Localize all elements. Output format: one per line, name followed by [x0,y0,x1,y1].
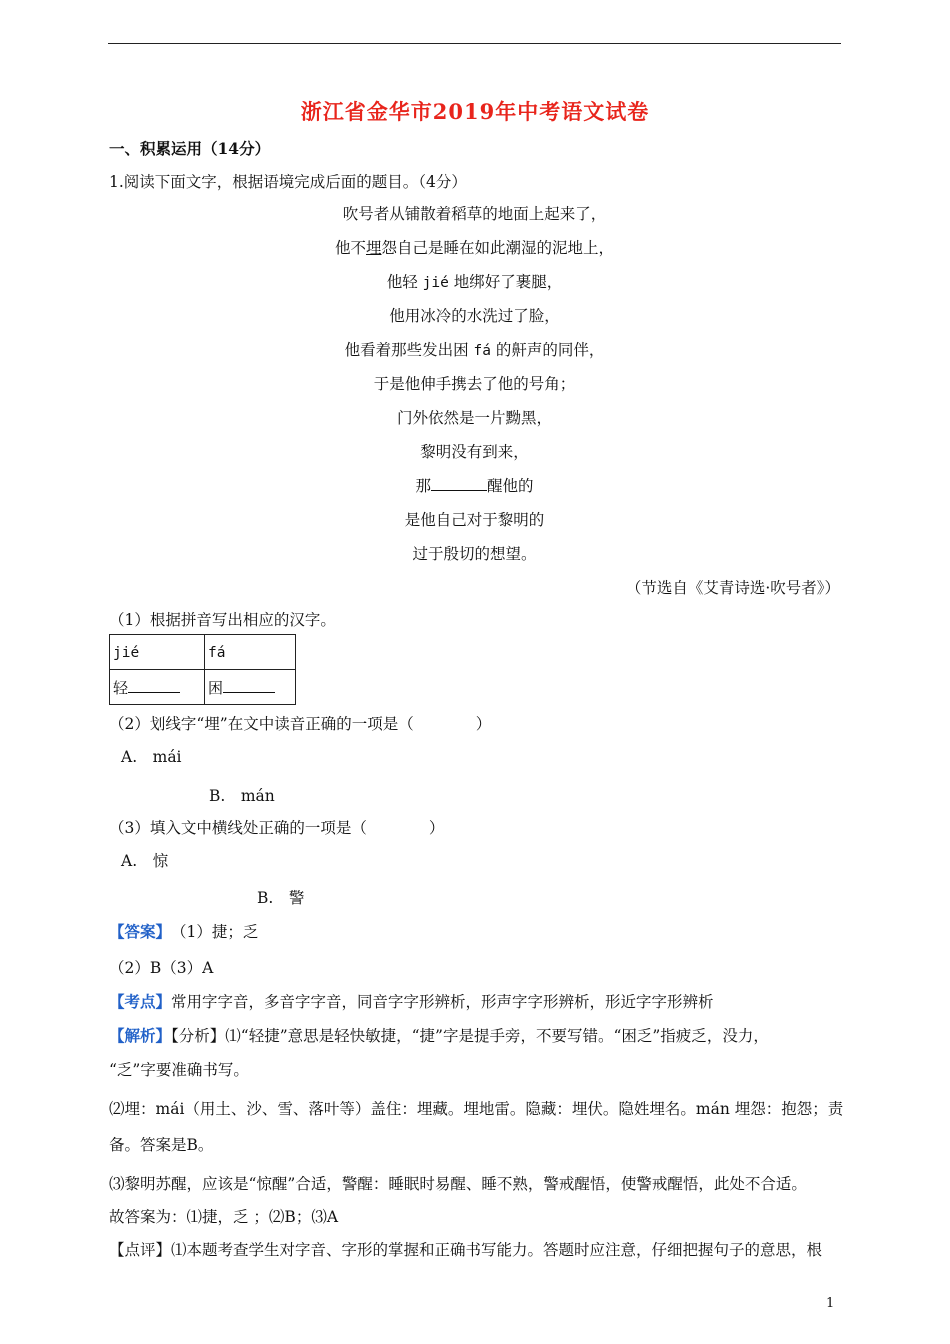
analysis-line [109,1026,769,1046]
kaodian-line [109,992,714,1012]
table-cell [205,635,296,670]
comment-line: 【点评】⑴本题考查学生对字音、字形的掌握和正确书写能力。答题时应注意，仔细把握句子的意思，根 [109,1241,823,1259]
poem-line: 是他自己对于黎明的 [404,511,545,529]
cell-char: 轻 [113,678,129,697]
pinyin-table [109,634,296,705]
poem-line: 过于殷切的想望。 [412,545,537,563]
document-title: 浙江省金华市2019年中考语文试卷 [300,99,650,124]
header-rule [108,43,841,44]
poem-line: 吹号者从铺散着稻草的地面上起来了， [342,205,607,223]
poem-text: 他不 [334,239,366,257]
poem-text: 地绑好了裹腿， [448,273,563,291]
pinyin: jié [422,275,449,291]
pinyin: jié [113,645,140,661]
poem-text: 的鼾声的同伴， [490,341,605,359]
analysis-line: ⑵埋：mái（用土、沙、雪、落叶等）盖住：埋藏。埋地雷。隐藏：埋伏。隐姓埋名。mán 埋怨：抱怨；责 [109,1100,844,1118]
pinyin: fá [208,645,226,661]
analysis-line: ⑶黎明苏醒，应该是“惊醒”合适，警醒：睡眠时易醒、睡不熟，警戒醒悟，使警戒醒悟，此处不合适。 [109,1175,807,1193]
analysis-tag: 【解析】 [109,1026,172,1045]
poem-line: 黎明没有到来， [420,443,529,461]
answer-tag: 【答案】 [109,922,164,941]
table-cell [205,670,296,705]
kaodian-tag: 【考点】 [109,992,172,1011]
poem-source: （节选自《艾青诗选·吹号者》） [625,579,840,597]
analysis-text: 【分析】⑴“轻捷”意思是轻快敏捷，“捷”字是提手旁，不要写错。“困乏”指疲乏，没力， [171,1027,769,1045]
poem-line [108,238,841,258]
pinyin: fá [473,343,491,359]
poem-text: 他看着那些发出困 [344,341,474,359]
poem-line: 于是他伸手携去了他的号角； [373,375,576,393]
poem-text: 怨自己是睡在如此潮湿的泥地上， [381,239,615,257]
answer-blank[interactable] [128,680,180,693]
poem-text: 那 [415,477,431,495]
underlined-char: 埋 [365,239,382,257]
fill-blank[interactable] [431,476,487,491]
section-heading: 一、积累运用（14分） [109,139,271,158]
poem-text: 醒他的 [487,477,534,495]
poem-line: 他用冰冷的水洗过了脸， [389,307,560,325]
analysis-line: 故答案为：⑴捷，乏 ；⑵B；⑶A [109,1208,339,1226]
table-cell [110,635,205,670]
sub-question-2: （2）划线字“埋”在文中读音正确的一项是（ ） [109,715,492,733]
analysis-line: “乏”字要准确书写。 [109,1061,249,1079]
option-a: A. 惊 [121,852,169,870]
analysis-line: 备。答案是B。 [109,1136,214,1154]
answer-text: （1）捷；乏 [163,923,259,941]
option-a: A. mái [121,748,182,766]
page-number: 1 [826,1296,835,1311]
poem-text: 他轻 [386,273,423,291]
sub-question-3: （3）填入文中横线处正确的一项是（ ） [109,819,445,837]
poem-line [108,476,841,496]
poem-line [108,340,841,361]
cell-char: 困 [208,678,224,697]
question-1-prompt: 1.阅读下面文字，根据语境完成后面的题目。（4分） [109,173,467,191]
option-b: B. 警 [257,889,305,907]
kaodian-text: 常用字字音，多音字字音，同音字字形辨析，形声字字形辨析，形近字字形辨析 [171,993,714,1011]
poem-line [108,272,841,293]
table-cell [110,670,205,705]
answer-line: （2）B（3）A [109,959,214,977]
option-b: B. mán [209,787,275,805]
answer-blank[interactable] [223,680,275,693]
answer-line [109,922,258,942]
sub-question-1: （1）根据拼音写出相应的汉字。 [109,611,336,629]
poem-line: 门外依然是一片黝黑， [396,409,552,427]
